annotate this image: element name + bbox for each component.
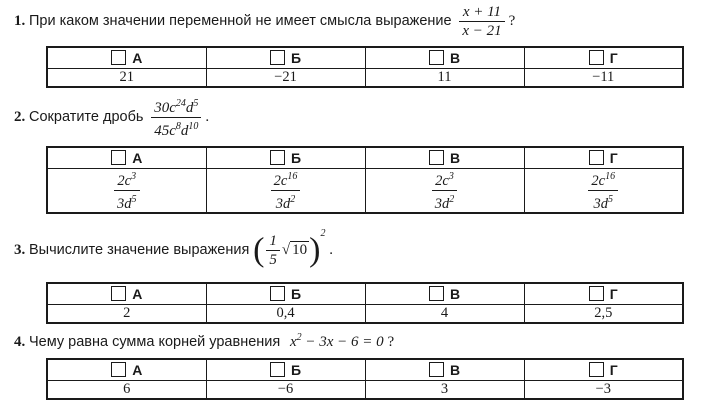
option-value: −11 (524, 69, 683, 88)
question-2: 2. Сократите дробь $\frac{30c^{24}d^5}{45c^8d^{10}}$ . (14, 98, 210, 139)
option-a[interactable]: А (47, 283, 206, 305)
checkbox[interactable] (111, 50, 126, 65)
checkbox[interactable] (270, 150, 285, 165)
option-value: $\frac{2c^{16}}{3d^5}$ (524, 169, 683, 214)
checkbox[interactable] (111, 362, 126, 377)
question-number: 4. (14, 334, 26, 350)
checkbox[interactable] (429, 286, 444, 301)
option-v[interactable]: В (365, 147, 524, 169)
option-value: $\frac{2c^{16}}{3d^2}$ (206, 169, 365, 214)
option-value: 11 (365, 69, 524, 88)
checkbox[interactable] (589, 286, 604, 301)
option-value: 3 (365, 381, 524, 400)
option-b[interactable]: Б (206, 359, 365, 381)
option-b[interactable]: Б (206, 147, 365, 169)
expression-fraction: $\frac{x + 11}{x - 21}$ (459, 4, 504, 39)
option-a[interactable]: А (47, 47, 206, 69)
checkbox[interactable] (270, 286, 285, 301)
option-value: 2,5 (524, 305, 683, 324)
option-v[interactable]: В (365, 283, 524, 305)
checkbox[interactable] (270, 362, 285, 377)
option-b[interactable]: Б (206, 47, 365, 69)
question-4: 4. Чему равна сумма корней уравнения $x^2 - 3x - 6 = 0$ ? (14, 332, 395, 350)
option-v[interactable]: В (365, 47, 524, 69)
question-text: Вычислите значение выражения (29, 242, 250, 258)
answer-table-4 (46, 358, 684, 400)
question-text: Сократите дробь (29, 108, 144, 125)
option-g[interactable]: Г (524, 283, 683, 305)
option-value: $\frac{2c^3}{3d^5}$ (47, 169, 206, 214)
question-number: 1. (14, 12, 26, 29)
expression-fraction: $\frac{30c^{24}d^5}{45c^8d^{10}}$ (151, 96, 201, 139)
option-value: 0,4 (206, 305, 365, 324)
question-text: При каком значении переменной не имеет смысла выражение (29, 12, 452, 29)
question-number: 3. (14, 242, 26, 258)
option-a[interactable]: А (47, 147, 206, 169)
question-1: 1. При каком значении переменной не имеет смысла выражение $\frac{x + 11}{x - 21}$ ? (14, 4, 516, 39)
option-b[interactable]: Б (206, 283, 365, 305)
option-value: 4 (365, 305, 524, 324)
option-value: −3 (524, 381, 683, 400)
option-value: −21 (206, 69, 365, 88)
checkbox[interactable] (111, 150, 126, 165)
option-v[interactable]: В (365, 359, 524, 381)
checkbox[interactable] (111, 286, 126, 301)
checkbox[interactable] (270, 50, 285, 65)
question-3: 3. Вычислите значение выражения ( $\frac{1}{5}$ √ 10)$^2$ . (14, 228, 333, 269)
question-number: 2. (14, 108, 26, 125)
option-value: 2 (47, 305, 206, 324)
option-g[interactable]: Г (524, 147, 683, 169)
checkbox[interactable] (589, 362, 604, 377)
expression: ( $\frac{1}{5}$ √ 10)$^2$ (253, 228, 326, 269)
option-value: −6 (206, 381, 365, 400)
question-text: Чему равна сумма корней уравнения (29, 334, 281, 350)
option-value: $\frac{2c^3}{3d^2}$ (365, 169, 524, 214)
checkbox[interactable] (589, 50, 604, 65)
option-a[interactable]: А (47, 359, 206, 381)
option-value: 6 (47, 381, 206, 400)
checkbox[interactable] (429, 150, 444, 165)
option-g[interactable]: Г (524, 47, 683, 69)
checkbox[interactable] (429, 362, 444, 377)
checkbox[interactable] (589, 150, 604, 165)
checkbox[interactable] (429, 50, 444, 65)
answer-table-1 (46, 46, 684, 88)
answer-table-3 (46, 282, 684, 324)
answer-table-2 (46, 146, 684, 214)
equation: $x^2 - 3x - 6 = 0$ (289, 332, 384, 350)
option-value: 21 (47, 69, 206, 88)
option-g[interactable]: Г (524, 359, 683, 381)
